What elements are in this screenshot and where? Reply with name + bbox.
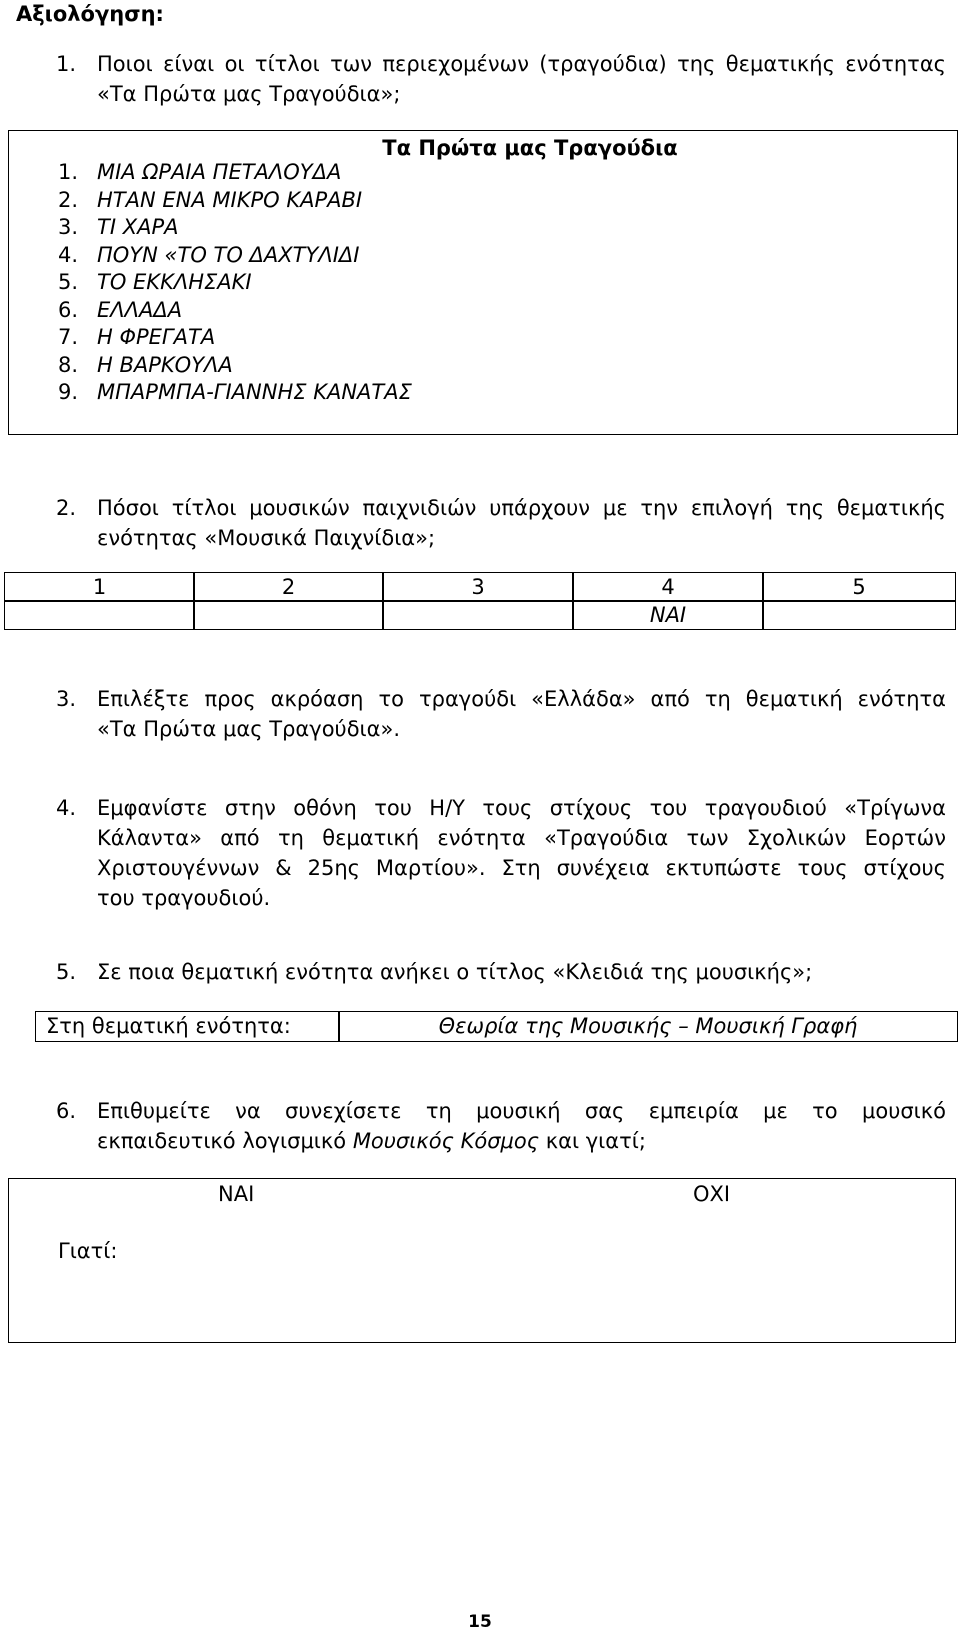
software-name: Μουσικός Κόσμος <box>352 1129 540 1153</box>
song-title: ΗΤΑΝ ΕΝΑ ΜΙΚΡΟ ΚΑΡΑΒΙ <box>97 187 363 212</box>
song-item <box>58 215 178 239</box>
song-title: Η ΦΡΕΓΑΤΑ <box>97 325 216 349</box>
question-text: Εμφανίστε στην οθόνη του Η/Υ τους στίχους του τραγουδιού «Τρίγωνα <box>97 796 946 820</box>
song-title: ΜΠΑΡΜΠΑ-ΓΙΑΝΝΗΣ ΚΑΝΑΤΑΣ <box>97 380 412 404</box>
yes-no-answer-box <box>8 1178 956 1343</box>
song-number: 2. <box>58 187 79 212</box>
question-text: Ποιοι είναι οι τίτλοι των περιεχομένων (τραγούδια) της θεματικής ενότητας <box>97 52 946 76</box>
song-number: 6. <box>58 297 79 322</box>
option-cell-4[interactable]: 4 <box>572 572 764 602</box>
question-text <box>97 1126 946 1156</box>
no-option[interactable]: ΟΧΙ <box>693 1182 731 1206</box>
question-text-part: εκπαιδευτικό λογισμικό <box>97 1129 353 1153</box>
song-number: 3. <box>58 215 79 239</box>
question-text: του τραγουδιού. <box>97 886 271 910</box>
why-label: Γιατί: <box>58 1239 118 1263</box>
song-item <box>58 380 412 404</box>
song-title: ΤΟ ΕΚΚΛΗΣΑΚΙ <box>97 270 252 294</box>
song-item <box>58 353 233 377</box>
yes-option[interactable]: ΝΑΙ <box>218 1182 255 1206</box>
answer-cell-1 <box>4 600 195 630</box>
song-number: 9. <box>58 380 79 404</box>
question-text: ενότητας «Μουσικά Παιχνίδια»; <box>97 526 436 550</box>
option-cell-2[interactable]: 2 <box>193 572 384 602</box>
page-heading: Αξιολόγηση: <box>16 2 164 26</box>
question-text-part: και γιατί; <box>539 1129 646 1153</box>
song-title: ΠΟΥΝ «ΤΟ ΤΟ ΔΑΧΤΥΛΙΔΙ <box>97 242 360 267</box>
question-number: 4. <box>56 796 77 820</box>
song-item <box>58 160 341 184</box>
answer-cell-5 <box>762 600 956 630</box>
song-item <box>58 188 362 212</box>
song-title: Η ΒΑΡΚΟΥΛΑ <box>97 352 233 377</box>
question-text: Σε ποια θεματική ενότητα ανήκει ο τίτλος «Κλειδιά της μουσικής»; <box>97 960 813 984</box>
question-number: 5. <box>56 960 77 984</box>
option-cell-5[interactable]: 5 <box>762 572 956 602</box>
songs-box-title: Τα Πρώτα μας Τραγούδια <box>382 136 678 160</box>
song-number: 7. <box>58 325 79 349</box>
answer-cell-2 <box>193 600 384 630</box>
answer-label-cell: Στη θεματική ενότητα: <box>35 1011 340 1042</box>
question-text: Κάλαντα» από τη θεματική ενότητα «Τραγούδια των Σχολικών Εορτών <box>97 826 946 850</box>
question-number: 1. <box>56 52 77 76</box>
question-number: 2. <box>56 496 77 520</box>
option-cell-3[interactable]: 3 <box>382 572 574 602</box>
question-text: Επιλέξτε προς ακρόαση το τραγούδι «Ελλάδα» από τη θεματική ενότητα <box>97 687 946 711</box>
song-number: 5. <box>58 270 79 294</box>
song-item <box>58 243 359 267</box>
song-number: 1. <box>58 160 79 184</box>
page-number: 15 <box>468 1612 492 1632</box>
question-number: 6. <box>56 1099 77 1123</box>
answer-cell-4: ΝΑΙ <box>572 600 764 630</box>
song-number: 8. <box>58 352 79 377</box>
option-cell-1[interactable]: 1 <box>4 572 195 602</box>
question-text: Χριστουγέννων & 25ης Μαρτίου». Στη συνέχεια εκτυπώστε τους στίχους <box>97 856 946 880</box>
question-text: Επιθυμείτε να συνεχίσετε τη μουσική σας εμπειρία με το μουσικό <box>97 1099 946 1123</box>
answer-cell-3 <box>382 600 574 630</box>
song-item <box>58 325 215 349</box>
song-number: 4. <box>58 242 79 267</box>
question-text: «Τα Πρώτα μας Τραγούδια»; <box>97 82 401 106</box>
question-text: Πόσοι τίτλοι μουσικών παιχνιδιών υπάρχουν με την επιλογή της θεματικής <box>97 496 946 520</box>
song-title: ΤΙ ΧΑΡΑ <box>97 215 179 239</box>
question-number: 3. <box>56 687 77 711</box>
question-text: «Τα Πρώτα μας Τραγούδια». <box>97 717 401 741</box>
song-item <box>58 298 182 322</box>
song-title: ΜΙΑ ΩΡΑΙΑ ΠΕΤΑΛΟΥΔΑ <box>97 160 342 184</box>
song-item <box>58 270 252 294</box>
answer-value-cell: Θεωρία της Μουσικής – Μουσική Γραφή <box>338 1011 958 1042</box>
song-title: ΕΛΛΑΔΑ <box>97 297 183 322</box>
